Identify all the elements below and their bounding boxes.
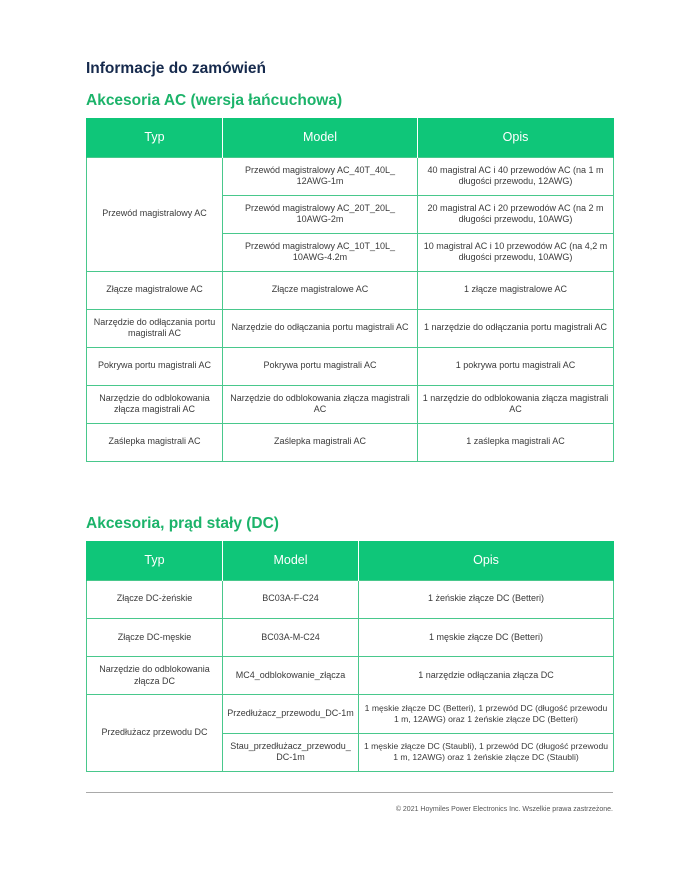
cell-model: BC03A-M-C24 bbox=[223, 618, 359, 656]
cell-description: 10 magistral AC i 10 przewodów AC (na 4,2 m długości przewodu, 10AWG) bbox=[418, 233, 614, 271]
cell-model: Przewód magistralowy AC_20T_20L_ 10AWG-2m bbox=[223, 195, 418, 233]
table-row bbox=[87, 271, 614, 309]
ac-section-title: Akcesoria AC (wersja łańcuchowa) bbox=[86, 92, 343, 109]
table-row bbox=[87, 695, 614, 733]
cell-description: 1 złącze magistralowe AC bbox=[418, 271, 614, 309]
table-row bbox=[87, 385, 614, 423]
cell-description: 1 zaślepka magistrali AC bbox=[418, 423, 614, 461]
cell-model: Narzędzie do odblokowania złącza magistrali AC bbox=[223, 385, 418, 423]
table-row bbox=[87, 618, 614, 656]
column-header-description: Opis bbox=[359, 541, 614, 580]
ac-accessories-table bbox=[86, 118, 614, 462]
cell-model: Przewód magistralowy AC_40T_40L_ 12AWG-1m bbox=[223, 157, 418, 195]
column-header-type: Typ bbox=[87, 118, 223, 157]
table-row bbox=[87, 423, 614, 461]
cell-description: 1 narzędzie odłączania złącza DC bbox=[359, 657, 614, 695]
cell-description: 1 męskie złącze DC (Betteri) bbox=[359, 618, 614, 656]
cell-description: 1 męskie złącze DC (Betteri), 1 przewód DC (długość przewodu 1 m, 12AWG) oraz 1 żeńskie złącze DC (Betteri) bbox=[359, 695, 614, 733]
cell-model: Przewód magistralowy AC_10T_10L_ 10AWG-4.2m bbox=[223, 233, 418, 271]
dc-section-title: Akcesoria, prąd stały (DC) bbox=[86, 515, 279, 532]
cell-description: 1 męskie złącze DC (Staubli), 1 przewód DC (długość przewodu 1 m, 12AWG) oraz 1 żeńskie złącze DC (Staubli) bbox=[359, 733, 614, 771]
cell-model: MC4_odblokowanie_złącza bbox=[223, 657, 359, 695]
cell-model: Złącze magistralowe AC bbox=[223, 271, 418, 309]
table-row bbox=[87, 309, 614, 347]
cell-description: 20 magistral AC i 20 przewodów AC (na 2 m długości przewodu, 10AWG) bbox=[418, 195, 614, 233]
cell-description: 1 żeńskie złącze DC (Betteri) bbox=[359, 580, 614, 618]
cell-model: Zaślepka magistrali AC bbox=[223, 423, 418, 461]
column-header-description: Opis bbox=[418, 118, 614, 157]
table-header-row bbox=[87, 118, 614, 157]
cell-type: Złącze magistralowe AC bbox=[87, 271, 223, 309]
cell-description: 1 narzędzie do odłączania portu magistrali AC bbox=[418, 309, 614, 347]
cell-model: BC03A-F-C24 bbox=[223, 580, 359, 618]
copyright-notice: © 2021 Hoymiles Power Electronics Inc. Wszelkie prawa zastrzeżone. bbox=[395, 806, 613, 813]
table-row bbox=[87, 347, 614, 385]
footer-divider bbox=[86, 792, 613, 793]
cell-description: 40 magistral AC i 40 przewodów AC (na 1 m długości przewodu, 12AWG) bbox=[418, 157, 614, 195]
cell-type: Narzędzie do odblokowania złącza magistrali AC bbox=[87, 385, 223, 423]
cell-model: Pokrywa portu magistrali AC bbox=[223, 347, 418, 385]
cell-type: Złącze DC-żeńskie bbox=[87, 580, 223, 618]
cell-type: Zaślepka magistrali AC bbox=[87, 423, 223, 461]
table-row bbox=[87, 657, 614, 695]
table-header-row bbox=[87, 541, 614, 580]
cell-type: Pokrywa portu magistrali AC bbox=[87, 347, 223, 385]
cell-description: 1 pokrywa portu magistrali AC bbox=[418, 347, 614, 385]
column-header-model: Model bbox=[223, 118, 418, 157]
table-row bbox=[87, 157, 614, 195]
cell-description: 1 narzędzie do odblokowania złącza magistrali AC bbox=[418, 385, 614, 423]
table-row bbox=[87, 580, 614, 618]
cell-model: Przedłużacz_przewodu_DC-1m bbox=[223, 695, 359, 733]
cell-type: Narzędzie do odblokowania złącza DC bbox=[87, 657, 223, 695]
page-title: Informacje do zamówień bbox=[86, 60, 267, 77]
cell-model: Stau_przedłużacz_przewodu_ DC-1m bbox=[223, 733, 359, 771]
column-header-type: Typ bbox=[87, 541, 223, 580]
dc-accessories-table bbox=[86, 541, 614, 772]
cell-type: Narzędzie do odłączania portu magistrali AC bbox=[87, 309, 223, 347]
column-header-model: Model bbox=[223, 541, 359, 580]
cell-model: Narzędzie do odłączania portu magistrali AC bbox=[223, 309, 418, 347]
cell-type: Przedłużacz przewodu DC bbox=[87, 695, 223, 772]
cell-type: Przewód magistralowy AC bbox=[87, 157, 223, 271]
cell-type: Złącze DC-męskie bbox=[87, 618, 223, 656]
